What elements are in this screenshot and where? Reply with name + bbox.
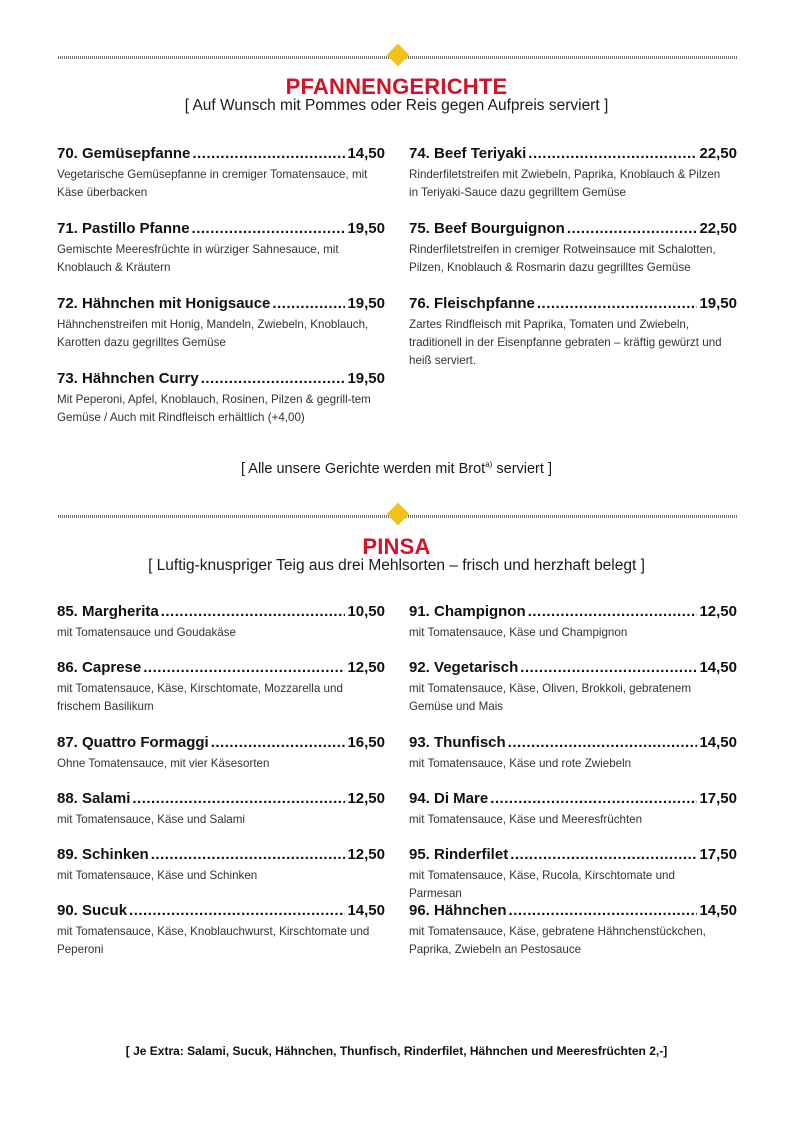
leader-dots — [129, 902, 345, 919]
menu-item — [409, 603, 737, 659]
item-description: mit Tomatensauce, Käse und Meeresfrüchten — [409, 813, 643, 826]
item-description: Rinderfiletstreifen in cremiger Rotweinsauce mit Schalotten, Pilzen, Knoblauch & Rosmarin dazu gegrilltes Gemüse — [409, 243, 716, 274]
section-subtitle-pfannengerichte: [ Auf Wunsch mit Pommes oder Reis gegen Aufpreis serviert ] — [184, 97, 609, 114]
item-name: 92. Vegetarisch — [409, 659, 519, 676]
item-name: 95. Rinderfilet — [409, 846, 509, 863]
leader-dots — [272, 295, 345, 312]
section-title-pfannengerichte: PFANNENGERICHTE — [285, 74, 508, 99]
diamond-icon — [387, 44, 410, 67]
item-name: 93. Thunfisch — [409, 734, 506, 751]
menu-item — [409, 902, 737, 977]
leader-dots — [567, 220, 698, 237]
menu-item — [57, 902, 385, 977]
menu-item — [57, 846, 385, 902]
item-description: mit Tomatensauce, Käse und Schinken — [57, 869, 258, 882]
menu-item — [57, 370, 385, 445]
diamond-icon — [387, 503, 410, 526]
menu-item — [409, 790, 737, 846]
item-description: Rinderfiletstreifen mit Zwiebeln, Paprika, Knoblauch & Pilzen in Teriyaki-Sauce dazu gegrilltem Gemüse — [409, 168, 721, 199]
bread-note-text: [ Alle unsere Gerichte werden mit Brot — [241, 460, 486, 477]
item-name: 94. Di Mare — [409, 790, 489, 807]
item-name: 72. Hähnchen mit Honigsauce — [57, 295, 271, 312]
item-name: 70. Gemüsepfanne — [57, 145, 191, 162]
item-price: 19,50 — [347, 220, 385, 237]
menu-item — [57, 659, 385, 734]
item-price: 17,50 — [699, 790, 737, 807]
item-price: 22,50 — [699, 145, 737, 162]
item-description: mit Tomatensauce, Käse und rote Zwiebeln — [409, 757, 632, 770]
item-name: 89. Schinken — [57, 846, 149, 863]
item-description: Zartes Rindfleisch mit Paprika, Tomaten und Zwiebeln, traditionell in der Eisenpfanne gebraten – kräftig gewürzt und heiß serviert. — [409, 318, 722, 367]
leader-dots — [490, 790, 697, 807]
item-description: mit Tomatensauce, Käse und Salami — [57, 813, 245, 826]
item-name: 91. Champignon — [409, 603, 526, 620]
item-name: 85. Margherita — [57, 603, 159, 620]
menu-item — [409, 846, 737, 902]
item-price: 17,50 — [699, 846, 737, 863]
item-description: mit Tomatensauce, Käse, Kirschtomate, Mozzarella und frischem Basilikum — [57, 682, 343, 713]
leader-dots — [537, 295, 698, 312]
menu-item — [57, 734, 385, 790]
section-title-pinsa: PINSA — [362, 534, 431, 559]
pfanne-right-column — [409, 145, 737, 390]
menu-item — [57, 295, 385, 370]
pinsa-right-column — [409, 603, 737, 977]
item-price: 19,50 — [347, 370, 385, 387]
item-description: mit Tomatensauce, Käse, gebratene Hähnchenstückchen, Paprika, Zwiebeln an Pestosauce — [409, 925, 706, 956]
item-price: 10,50 — [347, 603, 385, 620]
item-description: mit Tomatensauce, Käse, Oliven, Brokkoli, gebratenem Gemüse und Mais — [409, 682, 692, 713]
leader-dots — [151, 846, 346, 863]
item-description: mit Tomatensauce, Käse, Knoblauchwurst, Kirschtomate und Peperoni — [57, 925, 370, 956]
item-name: 90. Sucuk — [57, 902, 128, 919]
item-description: Gemischte Meeresfrüchte in würziger Sahnesauce, mit Knoblauch & Kräutern — [57, 243, 339, 274]
item-price: 14,50 — [699, 659, 737, 676]
leader-dots — [520, 659, 697, 676]
item-price: 12,50 — [347, 846, 385, 863]
item-price: 19,50 — [699, 295, 737, 312]
item-price: 12,50 — [347, 659, 385, 676]
allergen-superscript: a) — [485, 460, 493, 469]
bread-note-end: serviert ] — [496, 460, 552, 477]
leader-dots — [510, 846, 697, 863]
leader-dots — [528, 145, 697, 162]
leader-dots — [508, 734, 698, 751]
menu-item — [409, 145, 737, 220]
menu-item — [57, 145, 385, 220]
item-description: Ohne Tomatensauce, mit vier Käsesorten — [57, 757, 270, 770]
menu-item — [409, 659, 737, 734]
leader-dots — [211, 734, 346, 751]
leader-dots — [161, 603, 346, 620]
bread-note — [0, 460, 793, 477]
item-name: 71. Pastillo Pfanne — [57, 220, 190, 237]
item-description: mit Tomatensauce, Käse, Rucola, Kirschtomate und Parmesan — [409, 869, 675, 900]
section-divider — [58, 511, 738, 523]
item-description: Vegetarische Gemüsepfanne in cremiger Tomatensauce, mit Käse überbacken — [57, 168, 368, 199]
item-name: 96. Hähnchen — [409, 902, 507, 919]
menu-item — [409, 220, 737, 295]
item-name: 86. Caprese — [57, 659, 142, 676]
item-price: 16,50 — [347, 734, 385, 751]
leader-dots — [509, 902, 698, 919]
item-description: mit Tomatensauce und Goudakäse — [57, 626, 236, 639]
item-name: 73. Hähnchen Curry — [57, 370, 199, 387]
menu-item — [57, 220, 385, 295]
menu-item — [409, 295, 737, 390]
pfanne-left-column — [57, 145, 385, 445]
item-price: 14,50 — [347, 902, 385, 919]
item-price: 12,50 — [347, 790, 385, 807]
menu-item — [57, 603, 385, 659]
leader-dots — [192, 220, 346, 237]
item-name: 87. Quattro Formaggi — [57, 734, 209, 751]
leader-dots — [192, 145, 345, 162]
item-name: 75. Beef Bourguignon — [409, 220, 565, 237]
item-description: Mit Peperoni, Apfel, Knoblauch, Rosinen, Pilzen & gegrill-tem Gemüse / Auch mit Rindfleisch erhältlich (+4,00) — [57, 393, 371, 424]
item-price: 22,50 — [699, 220, 737, 237]
item-price: 14,50 — [699, 902, 737, 919]
menu-item — [57, 790, 385, 846]
item-price: 14,50 — [699, 734, 737, 751]
section-subtitle-pinsa: [ Luftig-knuspriger Teig aus drei Mehlsorten – frisch und herzhaft belegt ] — [148, 557, 645, 574]
item-name: 74. Beef Teriyaki — [409, 145, 527, 162]
leader-dots — [201, 370, 346, 387]
item-description: Hähnchenstreifen mit Honig, Mandeln, Zwiebeln, Knoblauch, Karotten dazu gegrilltes Gemüse — [57, 318, 369, 349]
item-name: 76. Fleischpfanne — [409, 295, 535, 312]
item-name: 88. Salami — [57, 790, 131, 807]
item-price: 19,50 — [347, 295, 385, 312]
pinsa-left-column — [57, 603, 385, 977]
extras-note: [ Je Extra: Salami, Sucuk, Hähnchen, Thunfisch, Rinderfilet, Hähnchen und Meeresfrüchten 2,-] — [125, 1044, 668, 1058]
section-divider — [58, 52, 738, 64]
item-price: 14,50 — [347, 145, 385, 162]
leader-dots — [132, 790, 345, 807]
menu-item — [409, 734, 737, 790]
leader-dots — [528, 603, 698, 620]
item-price: 12,50 — [699, 603, 737, 620]
item-description: mit Tomatensauce, Käse und Champignon — [409, 626, 628, 639]
leader-dots — [143, 659, 345, 676]
